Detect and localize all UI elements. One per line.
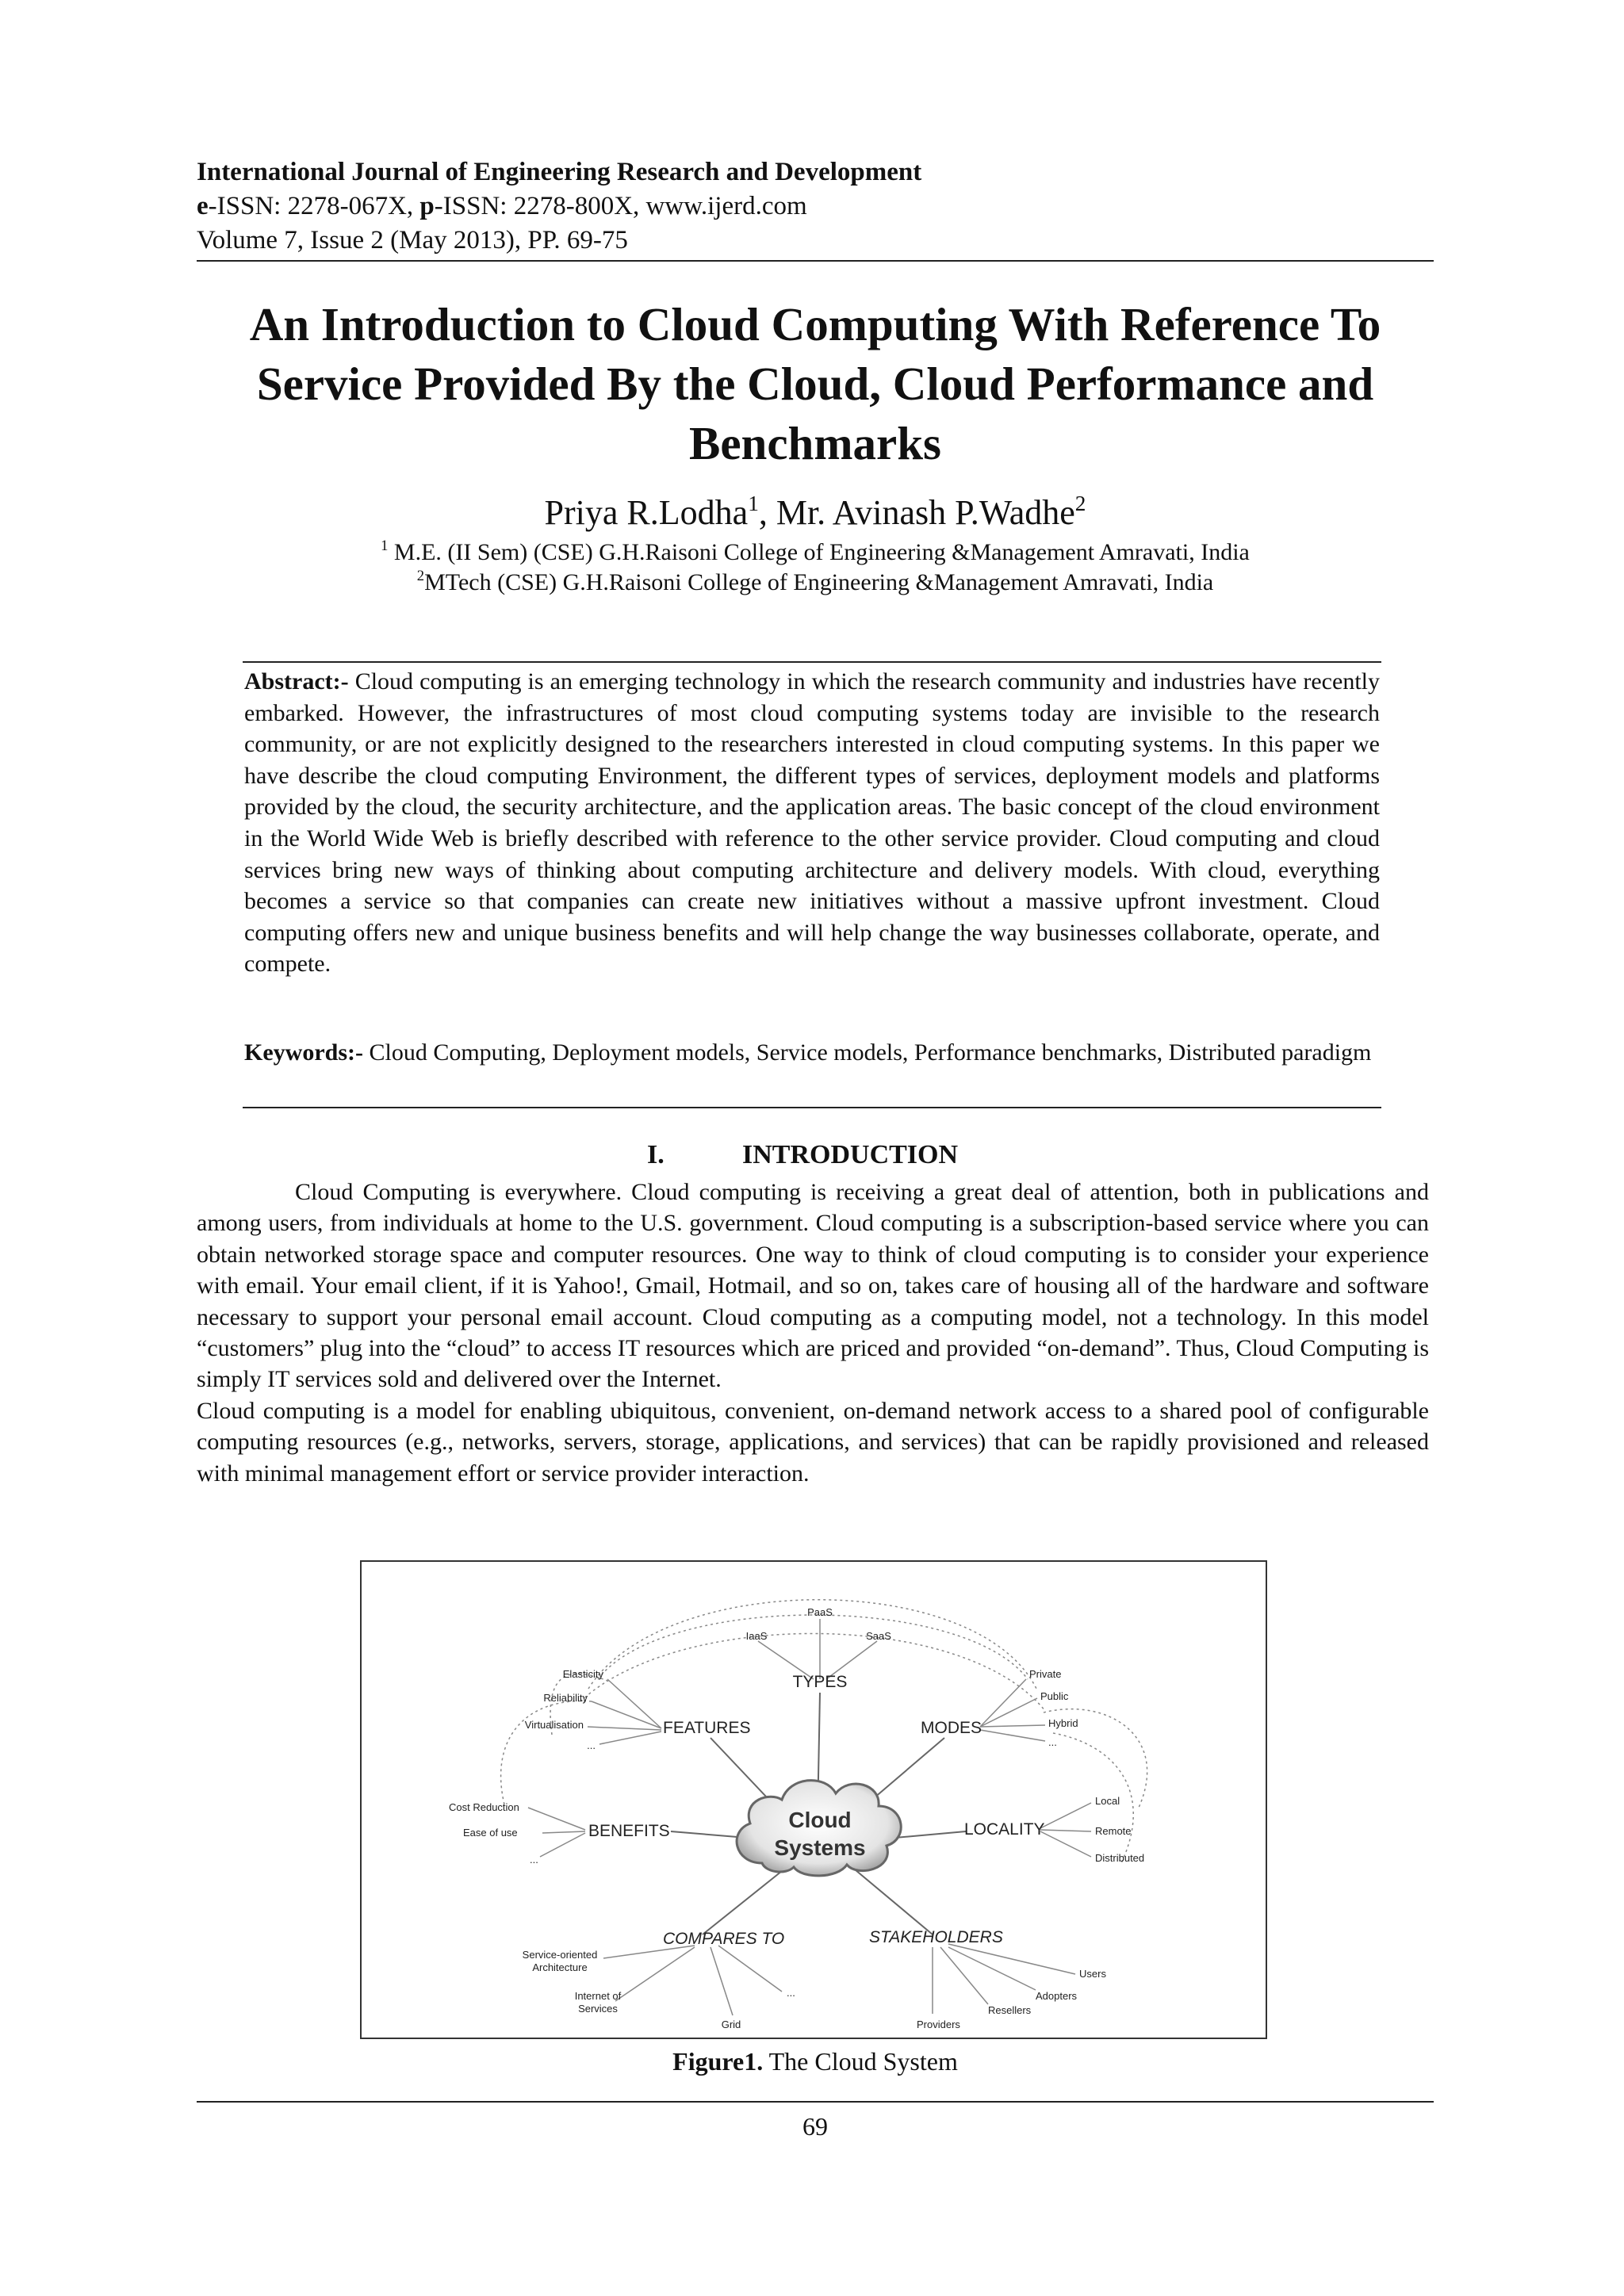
page-number: 69 (802, 2112, 828, 2141)
compares-label: COMPARES TO (663, 1930, 785, 1948)
leaf-hybrid: Hybrid (1048, 1717, 1078, 1729)
affiliation-2: $^2$MTech (CSE) G.H.Raisoni College of Engineering &Management Amravati, India (416, 568, 1214, 595)
figure-caption: Figure1. The Cloud System (672, 2047, 958, 2076)
issn-line: e-ISSN: 2278-067X, p-ISSN: 2278-800X, www.ijerd.com (197, 192, 807, 220)
leaf-virtualisation: Virtualisation (524, 1719, 584, 1731)
stakeholders-label: STAKEHOLDERS (869, 1928, 1003, 1946)
leaf-ios-2: Services (578, 2003, 618, 2015)
abstract-top-rule (243, 661, 1381, 663)
footer-rule (197, 2101, 1434, 2103)
leaf-distributed: Distributed (1095, 1852, 1145, 1864)
leaf-adopters: Adopters (1036, 1990, 1078, 2002)
journal-header (197, 155, 1434, 258)
journal-name: International Journal of Engineering Research and Development (197, 158, 922, 186)
paper-title: An Introduction to Cloud Computing With Reference To Service Provided By the Cloud, Cloud Performance and Benchmarks (249, 298, 1381, 469)
modes-label: MODES (921, 1719, 982, 1737)
leaf-cost-reduction: Cost Reduction (449, 1801, 519, 1813)
author-line: Priya R.Lodha$^1$, Mr. Avinash P.Wadhe$^2$ (544, 491, 1086, 532)
locality-label: LOCALITY (964, 1820, 1045, 1839)
leaf-reliability: Reliability (543, 1692, 588, 1704)
mind-map-diagram (362, 1562, 1266, 2038)
leaf-soa-1: Service-oriented (522, 1949, 598, 1961)
benefits-label: BENEFITS (588, 1822, 670, 1840)
leaf-modes-more: ... (1048, 1736, 1057, 1748)
leaf-iaas: IaaS (745, 1630, 768, 1642)
abstract-bottom-rule (243, 1107, 1381, 1108)
leaf-remote: Remote (1095, 1825, 1132, 1837)
cloud-system-figure (360, 1560, 1267, 2039)
leaf-paas: PaaS (807, 1606, 833, 1618)
leaf-soa-2: Architecture (532, 1961, 588, 1973)
leaf-elasticity: Elasticity (562, 1668, 603, 1680)
leaf-private: Private (1029, 1668, 1062, 1680)
cloud-label-2: Systems (774, 1835, 866, 1860)
cloud-hub (737, 1781, 901, 1876)
leaf-benefits-more: ... (530, 1854, 538, 1866)
intro-paragraph-1: Cloud Computing is everywhere. Cloud computing is receiving a great deal of attention, both in publications and among users, from individuals at home to the U.S. government. Cloud computing is a subscription-based service where you can obtain networked storage space and computer resources. One way to think of cloud computing is to consider your experience with email. Your email client, if it is Yahoo!, Gmail, Hotmail, and so on, takes care of housing all of the hardware and software necessary to support your personal email account. Cloud computing as a computing model, not a technology. In this model “customers” plug into the “cloud” to access IT resources which are priced and provided “on-demand”. Thus, Cloud Computing is simply IT services sold and delivered over the Internet. (197, 1179, 1429, 1393)
affiliation-1: $^1$ M.E. (II Sem) (CSE) G.H.Raisoni College of Engineering &Management Amravati, India (381, 538, 1250, 565)
cloud-label-1: Cloud (788, 1808, 852, 1832)
intro-paragraph-2: Cloud computing is a model for enabling ubiquitous, convenient, on-demand network access to a shared pool of configurable computing resources (e.g., networks, servers, storage, applications, and services) that can be rapidly provisioned and released with minimal management effort or service provider interaction. (197, 1397, 1429, 1487)
leaf-providers: Providers (917, 2019, 960, 2030)
leaf-features-more: ... (587, 1739, 596, 1751)
leaf-compares-more: ... (787, 1987, 795, 1999)
leaf-users: Users (1079, 1968, 1106, 1980)
volume-line: Volume 7, Issue 2 (May 2013), PP. 69-75 (197, 226, 628, 254)
leaf-grid: Grid (721, 2019, 741, 2030)
features-label: FEATURES (663, 1719, 751, 1737)
header-rule (197, 260, 1434, 262)
leaf-resellers: Resellers (988, 2004, 1032, 2016)
abstract: Abstract:- Cloud computing is an emerging technology in which the research community and industries have recently embarked. However, the infrastructures of most cloud computing systems today are invisible to the research community, or are not explicitly designed to the researchers interested in cloud computing systems. In this paper we have describe the cloud computing Environment, the different types of services, deployment models and platforms provided by the cloud, the security architecture, and the application areas. The basic concept of the cloud environment in the World Wide Web is briefly described with reference to the other service provider. Cloud computing and cloud services bring new ways of thinking about computing architecture and delivery models. With cloud, everything becomes a service so that companies can create new initiatives without a massive upfront investment. Cloud computing offers new and unique business benefits and will help change the way businesses collaborate, operate, and compete. (244, 668, 1380, 978)
leaf-saas: SaaS (866, 1630, 891, 1642)
body-text (197, 1177, 1429, 1489)
keywords: Keywords:- Cloud Computing, Deployment models, Service models, Performance benchmarks, Distributed paradigm (244, 1039, 1372, 1066)
leaf-ios-1: Internet of (574, 1990, 622, 2002)
types-label: TYPES (792, 1673, 848, 1691)
leaf-local: Local (1095, 1795, 1120, 1807)
leaf-ease-of-use: Ease of use (463, 1827, 518, 1839)
leaf-public: Public (1040, 1690, 1069, 1702)
